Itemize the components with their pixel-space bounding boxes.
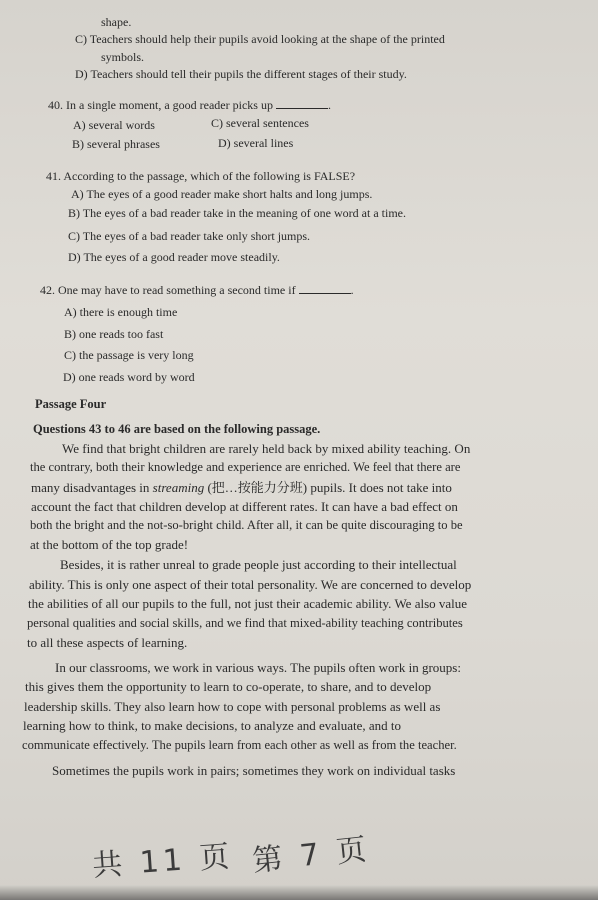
p1-line3-end: (把…按能力分班) pupils. It does not take into: [207, 480, 452, 495]
q42-option-d: D) one reads word by word: [63, 370, 195, 384]
p3-line4: learning how to think, to make decisions, to analyze and evaluate, and to: [23, 718, 401, 733]
handwritten-total-pages: 共 11 页: [91, 839, 235, 884]
q40-option-b: B) several phrases: [72, 137, 160, 151]
p3-line2: this gives them the opportunity to learn to co-operate, to share, and to develop: [25, 679, 432, 694]
passage-title: Passage Four: [35, 397, 107, 411]
q40-option-a: A) several words: [73, 118, 155, 132]
p1-line3: [31, 480, 452, 495]
q42-option-a: A) there is enough time: [64, 305, 178, 319]
p1-line5: both the bright and the not-so-bright child. After all, it can be quite discouraging to be: [30, 518, 463, 532]
p1-line2: the contrary, both their knowledge and experience are enriched. We feel that there are: [30, 460, 461, 474]
q42-option-c: C) the passage is very long: [64, 348, 194, 362]
p3-line1: In our classrooms, we work in various ways. The pupils often work in groups:: [55, 660, 461, 675]
q40-stem-end: .: [327, 98, 331, 112]
p3-line3: leadership skills. They also learn how to cope with personal problems as well as: [24, 699, 441, 714]
q41-option-b: B) The eyes of a bad reader take in the meaning of one word at a time.: [68, 206, 406, 220]
p1-line6: at the bottom of the top grade!: [30, 537, 189, 552]
p1-line3-start: many disadvantages in: [31, 480, 150, 495]
passage-instructions: Questions 43 to 46 are based on the following passage.: [33, 422, 321, 436]
q39-option-c-line2: symbols.: [101, 50, 145, 64]
q42-option-b: B) one reads too fast: [64, 327, 164, 341]
p1-line1: We find that bright children are rarely held back by mixed ability teaching. On: [62, 441, 471, 456]
q39-option-d: D) Teachers should tell their pupils the different stages of their study.: [75, 67, 407, 81]
p2-line2: ability. This is only one aspect of their total personality. We are concerned to develop: [29, 577, 472, 592]
q42-stem: [40, 283, 354, 297]
q42-stem-text: 42. One may have to read something a second time if: [40, 283, 296, 297]
p1-line4: account the fact that children develop at different rates. It can have a bad effect on: [31, 499, 458, 514]
p2-line3: the abilities of all our pupils to the full, not just their academic ability. We also value: [28, 596, 468, 611]
handwritten-page-number: 第 7 页: [250, 831, 373, 880]
q39-option-c-line1: C) Teachers should help their pupils avoid looking at the shape of the printed: [75, 32, 445, 46]
q41-option-a: A) The eyes of a good reader make short halts and long jumps.: [71, 187, 373, 201]
q41-option-c: C) The eyes of a bad reader take only short jumps.: [68, 229, 311, 243]
q40-stem: [48, 98, 331, 112]
paper-bottom-shadow: [0, 885, 598, 900]
p4-line1: Sometimes the pupils work in pairs; sometimes they work on individual tasks: [52, 763, 456, 778]
p2-line5: to all these aspects of learning.: [27, 635, 188, 650]
q40-stem-text: 40. In a single moment, a good reader picks up: [48, 98, 273, 112]
q40-answer-blank: [276, 98, 328, 109]
q42-stem-end: .: [350, 283, 354, 297]
p1-streaming-term: streaming: [152, 480, 205, 495]
q41-option-d: D) The eyes of a good reader move steadily.: [68, 250, 280, 264]
p3-line5: communicate effectively. The pupils learn from each other as well as from the teacher.: [22, 738, 457, 752]
q41-stem: 41. According to the passage, which of the following is FALSE?: [46, 169, 356, 183]
p2-line1: Besides, it is rather unreal to grade people just according to their intellectual: [60, 557, 457, 572]
q40-option-d: D) several lines: [218, 136, 294, 150]
q42-answer-blank: [299, 283, 351, 294]
q39-tail: shape.: [101, 15, 132, 29]
p2-line4: personal qualities and social skills, and we find that mixed-ability teaching contributes: [27, 616, 463, 630]
q40-option-c: C) several sentences: [211, 116, 309, 130]
